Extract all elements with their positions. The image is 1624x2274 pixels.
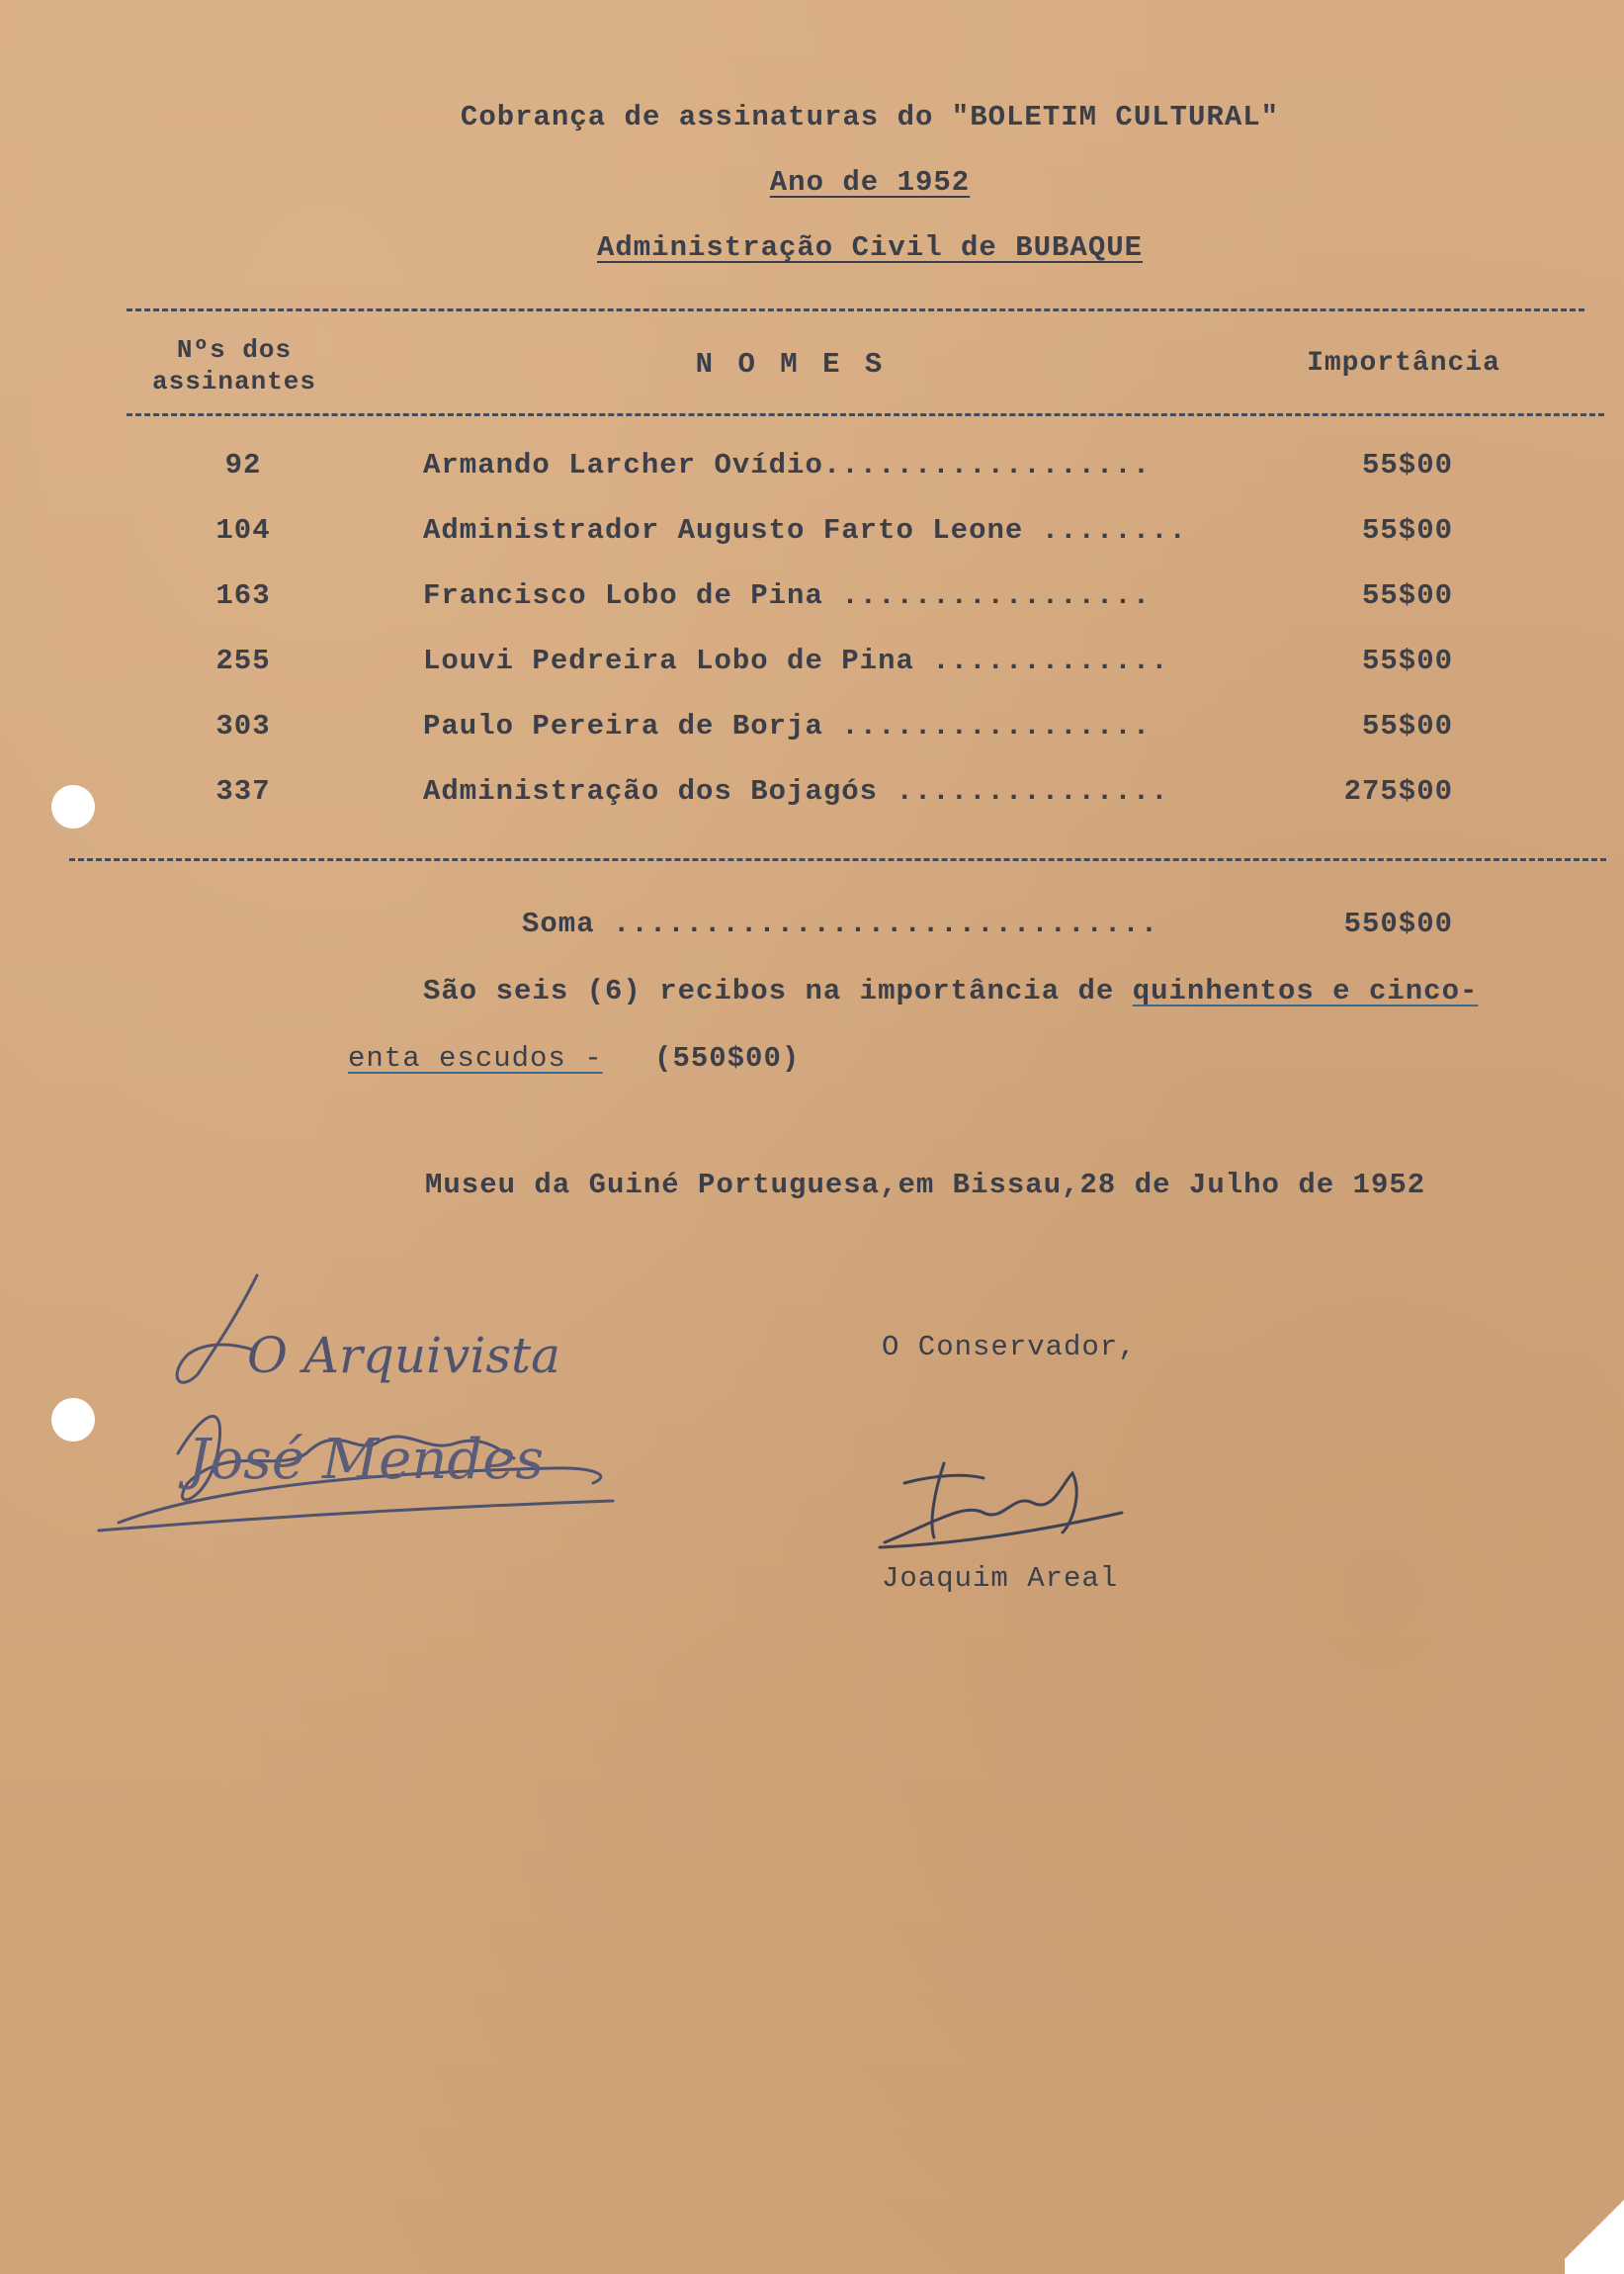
statement-amount-words-2: enta escudos - [348, 1042, 603, 1075]
row-amount: 55$00 [1361, 710, 1453, 743]
row-number: 104 [215, 514, 271, 547]
row-name: Paulo Pereira de Borja ................. [423, 710, 1152, 743]
row-name: Louvi Pedreira Lobo de Pina ............. [423, 645, 1169, 677]
row-amount: 275$00 [1343, 775, 1453, 808]
row-name: Administração dos Bojagós ............... [423, 775, 1169, 808]
row-number: 337 [215, 775, 271, 808]
row-number: 303 [215, 710, 271, 743]
table-header-rule [127, 413, 1604, 416]
row-name: Armando Larcher Ovídio.................. [423, 449, 1152, 481]
year-heading: Ano de 1952 [769, 166, 971, 199]
statement-prefix: São seis (6) recibos na importância de [423, 975, 1115, 1007]
statement-amount-figures: (550$00) [654, 1042, 801, 1075]
total-amount: 550$00 [1343, 908, 1453, 940]
column-header-amount: Importância [1307, 348, 1500, 379]
row-amount: 55$00 [1361, 514, 1453, 547]
statement-line-1 [423, 975, 1478, 1007]
row-number: 255 [215, 645, 271, 677]
row-amount: 55$00 [1361, 449, 1453, 481]
place-and-date: Museu da Guiné Portuguesa,em Bissau,28 de Julho de 1952 [425, 1169, 1426, 1201]
table-top-rule [127, 308, 1584, 311]
conservator-title: O Conservador, [882, 1331, 1137, 1363]
row-number: 163 [215, 579, 271, 612]
column-header-number: Nºs dos assinantes [151, 335, 317, 396]
row-name: Administrador Augusto Farto Leone ........ [423, 514, 1187, 547]
archivist-signature [79, 1256, 633, 1552]
table-bottom-rule [69, 858, 1606, 861]
statement-amount-words-1: quinhentos e cinco- [1132, 975, 1479, 1007]
torn-corner [1565, 2185, 1624, 2274]
total-label: Soma .............................. [522, 908, 1159, 940]
row-name: Francisco Lobo de Pina ................. [423, 579, 1152, 612]
punch-hole [51, 1398, 95, 1442]
document-title: Cobrança de assinaturas do "BOLETIM CULTURAL" [460, 101, 1280, 133]
administration-heading: Administração Civil de BUBAQUE [596, 231, 1144, 264]
punch-hole [51, 785, 95, 829]
row-number: 92 [224, 449, 262, 481]
row-amount: 55$00 [1361, 579, 1453, 612]
statement-line-2 [348, 1042, 800, 1075]
row-amount: 55$00 [1361, 645, 1453, 677]
conservator-name: Joaquim Areal [882, 1562, 1119, 1595]
conservator-signature [875, 1453, 1132, 1572]
column-header-names: N O M E S [695, 348, 887, 381]
archivist-name: José Mendes [188, 1428, 545, 1492]
archivist-title: O Arquivista [247, 1327, 560, 1384]
